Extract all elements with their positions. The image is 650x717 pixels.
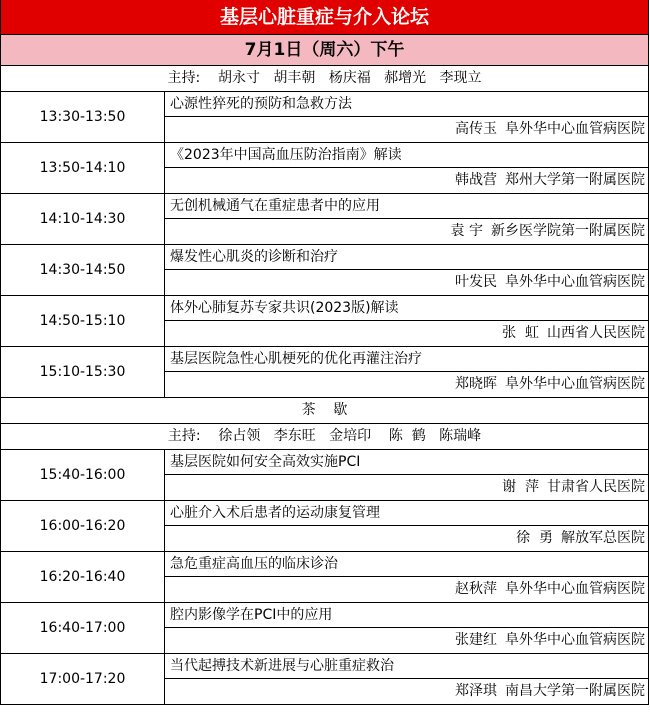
speaker-line [165, 577, 648, 602]
talk-cell [165, 603, 648, 653]
time-slot: 16:20-16:40 [1, 552, 165, 602]
talk-topic: 基层医院急性心肌梗死的优化再灌注治疗 [165, 347, 648, 372]
speaker-name: 高传玉 [455, 121, 497, 137]
speaker-line [165, 270, 648, 295]
talk-topic: 体外心肺复苏专家共识(2023版)解读 [165, 296, 648, 321]
speaker-affiliation: 郑州大学第一附属医院 [505, 172, 645, 188]
time-slot: 15:10-15:30 [1, 347, 165, 397]
schedule-row [1, 501, 648, 552]
schedule-row [1, 347, 648, 398]
speaker-name: 叶发民 [455, 274, 497, 290]
talk-topic: 爆发性心肌炎的诊断和治疗 [165, 245, 648, 270]
talk-topic: 心脏介入术后患者的运动康复管理 [165, 501, 648, 526]
speaker-line [165, 117, 648, 142]
schedule-row [1, 552, 648, 603]
speaker-name: 袁 宇 [450, 223, 483, 239]
talk-cell [165, 296, 648, 346]
schedule-row [1, 296, 648, 347]
session-date: 7月1日（周六）下午 [1, 35, 648, 66]
speaker-affiliation: 山西省人民医院 [547, 325, 645, 341]
speaker-name: 赵秋萍 [455, 581, 497, 597]
speaker-affiliation: 阜外华中心血管病医院 [505, 581, 645, 597]
speaker-affiliation: 阜外华中心血管病医院 [505, 632, 645, 648]
chair-row-1: 主持: 胡永寸 胡丰朝 杨庆福 郝增光 李现立 [1, 66, 648, 92]
talk-topic: 急危重症高血压的临床诊治 [165, 552, 648, 577]
speaker-affiliation: 阜外华中心血管病医院 [505, 376, 645, 392]
schedule-row [1, 450, 648, 501]
talk-topic: 《2023年中国高血压防治指南》解读 [165, 143, 648, 168]
time-slot: 13:30-13:50 [1, 92, 165, 142]
speaker-line [165, 628, 648, 653]
talk-cell [165, 501, 648, 551]
speaker-name: 张 虹 [502, 325, 539, 341]
speaker-line [165, 168, 648, 193]
speaker-line [165, 475, 648, 500]
time-slot: 14:10-14:30 [1, 194, 165, 244]
speaker-line [165, 321, 648, 346]
speaker-affiliation: 阜外华中心血管病医院 [505, 274, 645, 290]
speaker-line [165, 526, 648, 551]
speaker-affiliation: 南昌大学第一附属医院 [505, 683, 645, 699]
talk-topic: 心源性猝死的预防和急救方法 [165, 92, 648, 117]
time-slot: 14:30-14:50 [1, 245, 165, 295]
schedule-row [1, 245, 648, 296]
talk-topic: 当代起搏技术新进展与心脏重症救治 [165, 654, 648, 679]
schedule-row [1, 92, 648, 143]
talk-cell [165, 654, 648, 704]
speaker-name: 谢 萍 [502, 479, 539, 495]
tea-break-row: 茶 歇 [1, 398, 648, 424]
speaker-line [165, 679, 648, 704]
speaker-affiliation: 阜外华中心血管病医院 [505, 121, 645, 137]
time-slot: 15:40-16:00 [1, 450, 165, 500]
speaker-name: 韩战营 [455, 172, 497, 188]
speaker-affiliation: 甘肃省人民医院 [547, 479, 645, 495]
speaker-line [165, 372, 648, 397]
talk-topic: 基层医院如何安全高效实施PCI [165, 450, 648, 475]
schedule-row [1, 194, 648, 245]
schedule-row [1, 654, 648, 705]
speaker-name: 张建红 [455, 632, 497, 648]
time-slot: 16:40-17:00 [1, 603, 165, 653]
speaker-affiliation: 新乡医学院第一附属医院 [491, 223, 645, 239]
talk-cell [165, 552, 648, 602]
speaker-line [165, 219, 648, 244]
session-1 [1, 92, 648, 398]
talk-cell [165, 143, 648, 193]
schedule-row [1, 603, 648, 654]
talk-cell [165, 347, 648, 397]
speaker-name: 徐 勇 [516, 530, 553, 546]
talk-topic: 无创机械通气在重症患者中的应用 [165, 194, 648, 219]
time-slot: 17:00-17:20 [1, 654, 165, 704]
talk-topic: 腔内影像学在PCI中的应用 [165, 603, 648, 628]
time-slot: 14:50-15:10 [1, 296, 165, 346]
time-slot: 16:00-16:20 [1, 501, 165, 551]
talk-cell [165, 92, 648, 142]
schedule-row [1, 143, 648, 194]
forum-title: 基层心脏重症与介入论坛 [1, 0, 648, 35]
talk-cell [165, 450, 648, 500]
talk-cell [165, 194, 648, 244]
time-slot: 13:50-14:10 [1, 143, 165, 193]
speaker-affiliation: 解放军总医院 [561, 530, 645, 546]
talk-cell [165, 245, 648, 295]
chair-row-2: 主持: 徐占领 李东旺 金培印 陈 鹤 陈瑞峰 [1, 424, 648, 450]
session-2 [1, 450, 648, 705]
speaker-name: 郑泽琪 [455, 683, 497, 699]
speaker-name: 郑晓晖 [455, 376, 497, 392]
